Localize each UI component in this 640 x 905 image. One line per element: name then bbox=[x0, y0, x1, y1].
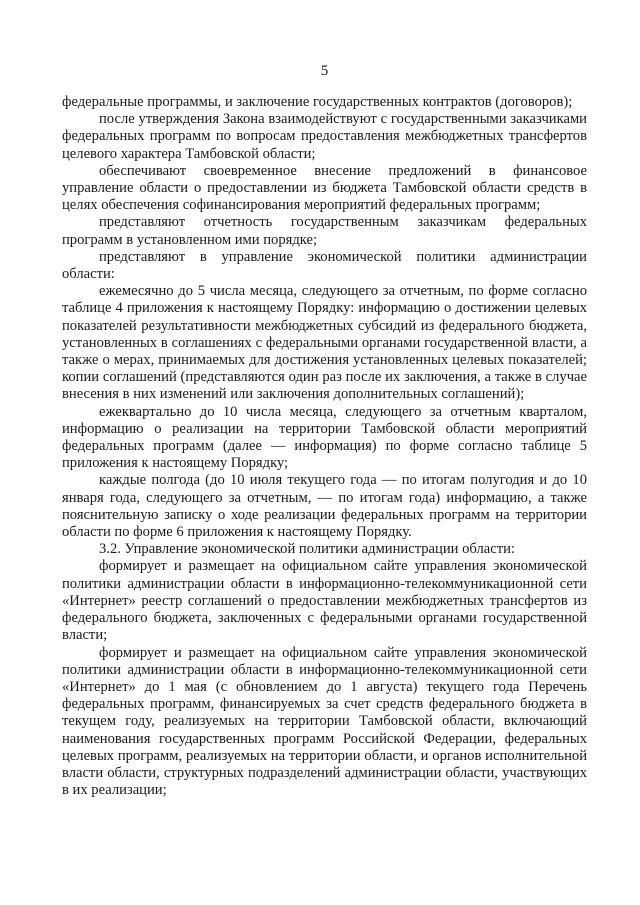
paragraph-submit-to-department: представляют в управление экономической политики администрации области: bbox=[62, 248, 587, 283]
paragraph-continuation: федеральные программы, и заключение государственных контрактов (договоров); bbox=[62, 94, 573, 110]
paragraph-semiannual: каждые полгода (до 10 июля текущего года — по итогам полугодия и до 10 января года, следующего за отчетным, — по итогам года) информацию, а также пояснительную записку о ходе реализации федеральных программ на территории области по форме 6 приложения к настоящему Порядку. bbox=[62, 472, 587, 541]
paragraph-monthly: ежемесячно до 5 числа месяца, следующего за отчетным, по форме согласно таблице 4 приложения к настоящему Порядку: информацию о достижении целевых показателей результативности межбюджетных субсидий из федерального бюджета, установленных в соглашениях с федеральными органами государственной власти, а также о мерах, принимаемых для достижения установленных целевых показателей; копии соглашений (представляются один раз после их заключения, а также в случае внесения в них изменений или заключения дополнительных соглашений); bbox=[62, 283, 587, 403]
document-page bbox=[62, 62, 587, 799]
paragraph-quarterly: ежеквартально до 10 числа месяца, следующего за отчетным кварталом, информацию о реализации на территории Тамбовской области мероприятий федеральных программ (далее — информация) по форме согласно таблице 5 приложения к настоящему Порядку; bbox=[62, 403, 587, 472]
paragraph-interaction: после утверждения Закона взаимодействуют с государственными заказчиками федеральных программ по вопросам предоставления межбюджетных трансфертов целевого характера Тамбовской области; bbox=[62, 111, 587, 162]
paragraph-proposals: обеспечивают своевременное внесение предложений в финансовое управление области о предоставлении из бюджета Тамбовской области средств в целях обеспечения софинансирования мероприятий федеральных программ; bbox=[62, 162, 587, 214]
paragraph-program-list: формирует и размещает на официальном сайте управления экономической политики администрации области в информационно-телекоммуникационной сети «Интернет» до 1 мая (с обновлением до 1 августа) текущего года Перечень федеральных программ, финансируемых за счет средств федерального бюджета в текущем году, реализуемых на территории Тамбовской области, включающий наименования государственных программ Российской Федерации, федеральных целевых программ, реализуемых на территории области, и органов исполнительной власти области, структурных подразделений администрации области, участвующих в их реализации; bbox=[62, 644, 587, 799]
paragraph-registry: формирует и размещает на официальном сайте управления экономической политики администрации области в информационно-телекоммуникационной сети «Интернет» реестр соглашений о предоставлении межбюджетных трансфертов из федерального бюджета, заключенных с федеральными органами государственной власти; bbox=[62, 558, 587, 644]
page-number: 5 bbox=[320, 63, 329, 79]
paragraph-reporting: представляют отчетность государственным заказчикам федеральных программ в установленном ими порядке; bbox=[62, 214, 587, 248]
section-heading-3-2: 3.2. Управление экономической политики администрации области: bbox=[99, 541, 515, 558]
